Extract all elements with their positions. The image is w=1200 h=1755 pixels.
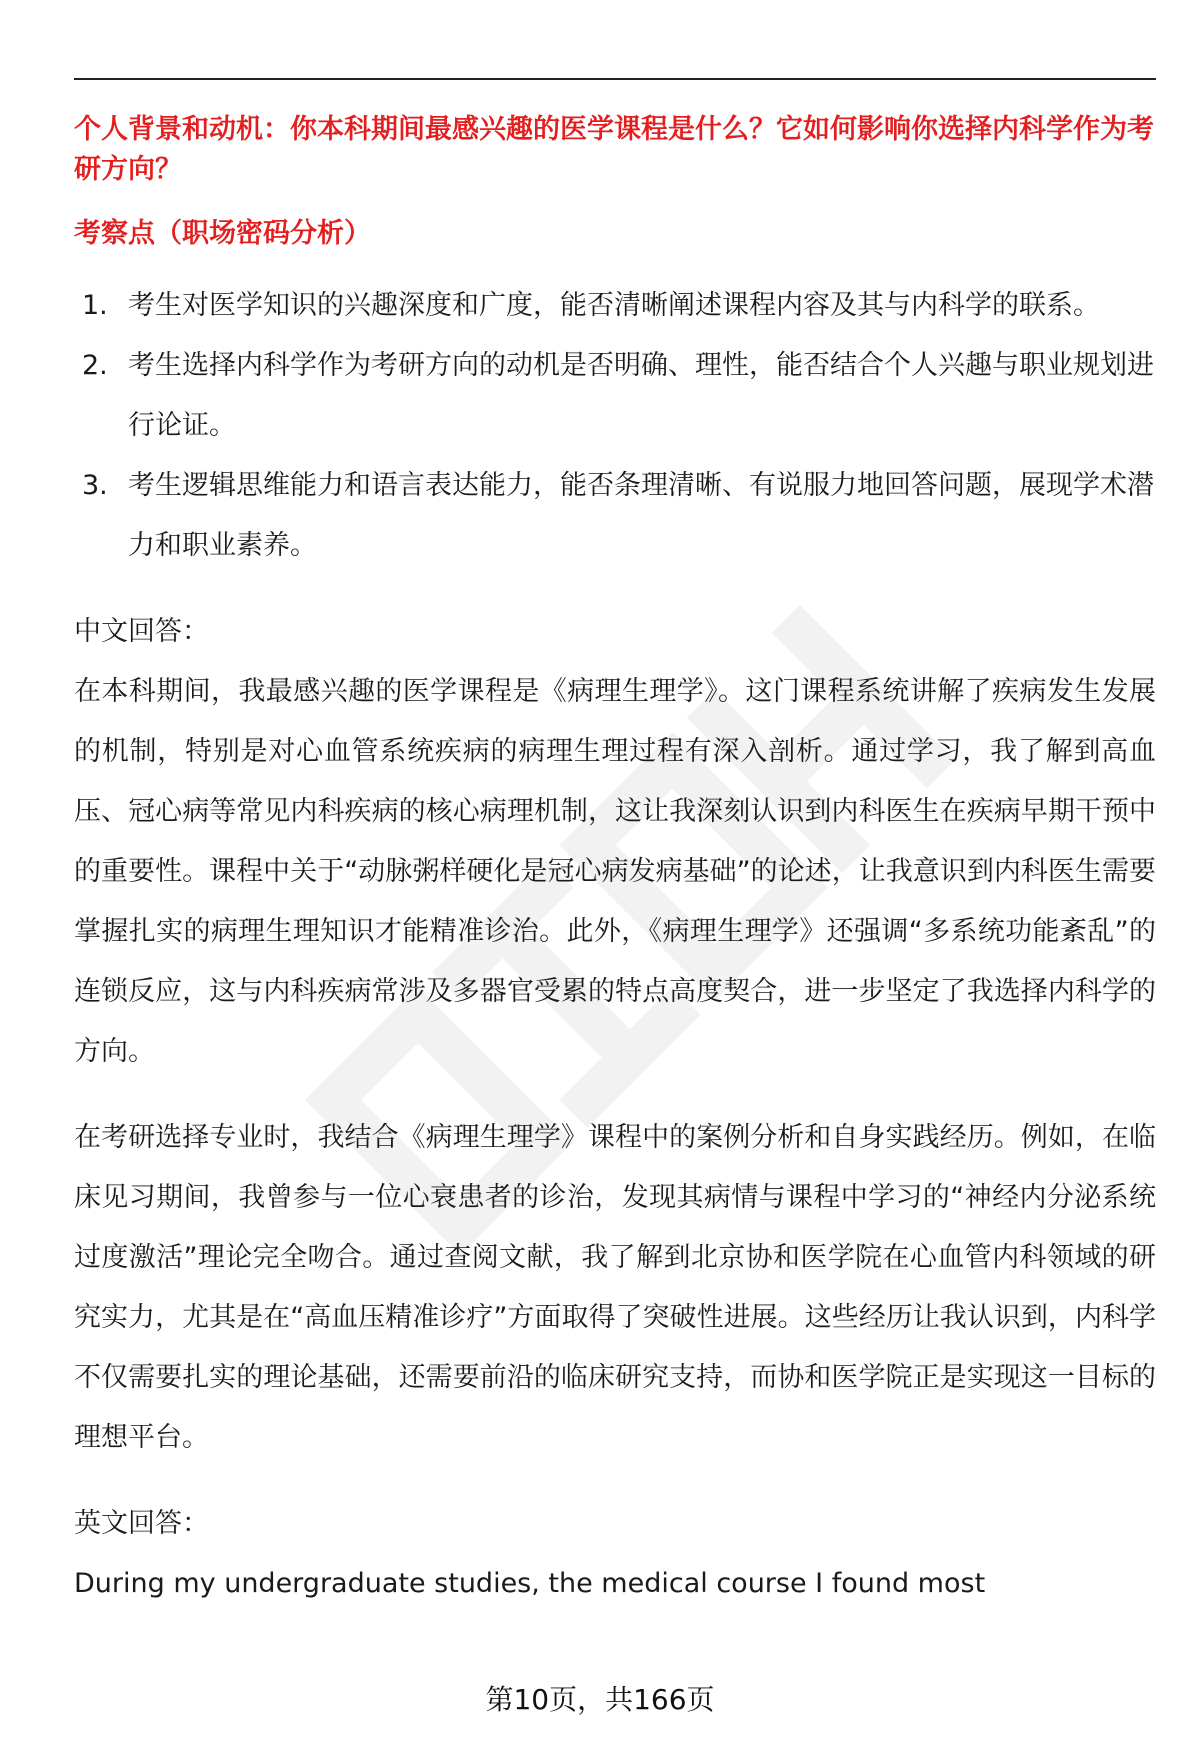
point-number: 1. [82,290,108,321]
assessment-point [74,456,1156,576]
question-heading: 个人背景和动机：你本科期间最感兴趣的医学课程是什么？它如何影响你选择内科学作为考研方向？ [74,114,1154,185]
chinese-answer-paragraph: 在考研选择专业时，我结合《病理生理学》课程中的案例分析和自身实践经历。例如，在临床见习期间，我曾参与一位心衰患者的诊治，发现其病情与课程中学习的“神经内分泌系统过度激活”理论完全吻合。通过查阅文献，我了解到北京协和医学院在心血管内科领域的研究实力，尤其是在“高血压精准诊疗”方面取得了突破性进展。这些经历让我认识到，内科学不仅需要扎实的理论基础，还需要前沿的临床研究支持，而协和医学院正是实现这一目标的理想平台。 [74,1122,1156,1453]
point-text: 考生选择内科学作为考研方向的动机是否明确、理性，能否结合个人兴趣与职业规划进行论证。 [128,350,1154,441]
assessment-point [74,336,1156,456]
assessment-point [74,276,1156,336]
header-divider [74,78,1156,80]
point-number: 3. [82,470,108,501]
point-text: 考生逻辑思维能力和语言表达能力，能否条理清晰、有说服力地回答问题，展现学术潜力和职业素养。 [128,470,1154,561]
english-answer-label: 英文回答： [74,1508,209,1539]
english-answer-text: During my undergraduate studies, the medical course I found most [74,1568,986,1599]
point-number: 2. [82,350,108,381]
chinese-answer-label: 中文回答： [74,616,209,647]
assessment-heading: 考察点（职场密码分析） [74,218,371,249]
chinese-answer-paragraph: 在本科期间，我最感兴趣的医学课程是《病理生理学》。这门课程系统讲解了疾病发生发展的机制，特别是对心血管系统疾病的病理生理过程有深入剖析。通过学习，我了解到高血压、冠心病等常见内科疾病的核心病理机制，这让我深刻认识到内科医生在疾病早期干预中的重要性。课程中关于“动脉粥样硬化是冠心病发病基础”的论述，让我意识到内科医生需要掌握扎实的病理生理知识才能精准诊治。此外，《病理生理学》还强调“多系统功能紊乱”的连锁反应，这与内科疾病常涉及多器官受累的特点高度契合，进一步坚定了我选择内科学的方向。 [74,676,1156,1067]
assessment-points-list [74,276,1156,576]
page-content [74,110,1156,1614]
point-text: 考生对医学知识的兴趣深度和广度，能否清晰阐述课程内容及其与内科学的联系。 [128,290,1100,321]
page-indicator: 第10页，共166页 [485,1683,715,1716]
